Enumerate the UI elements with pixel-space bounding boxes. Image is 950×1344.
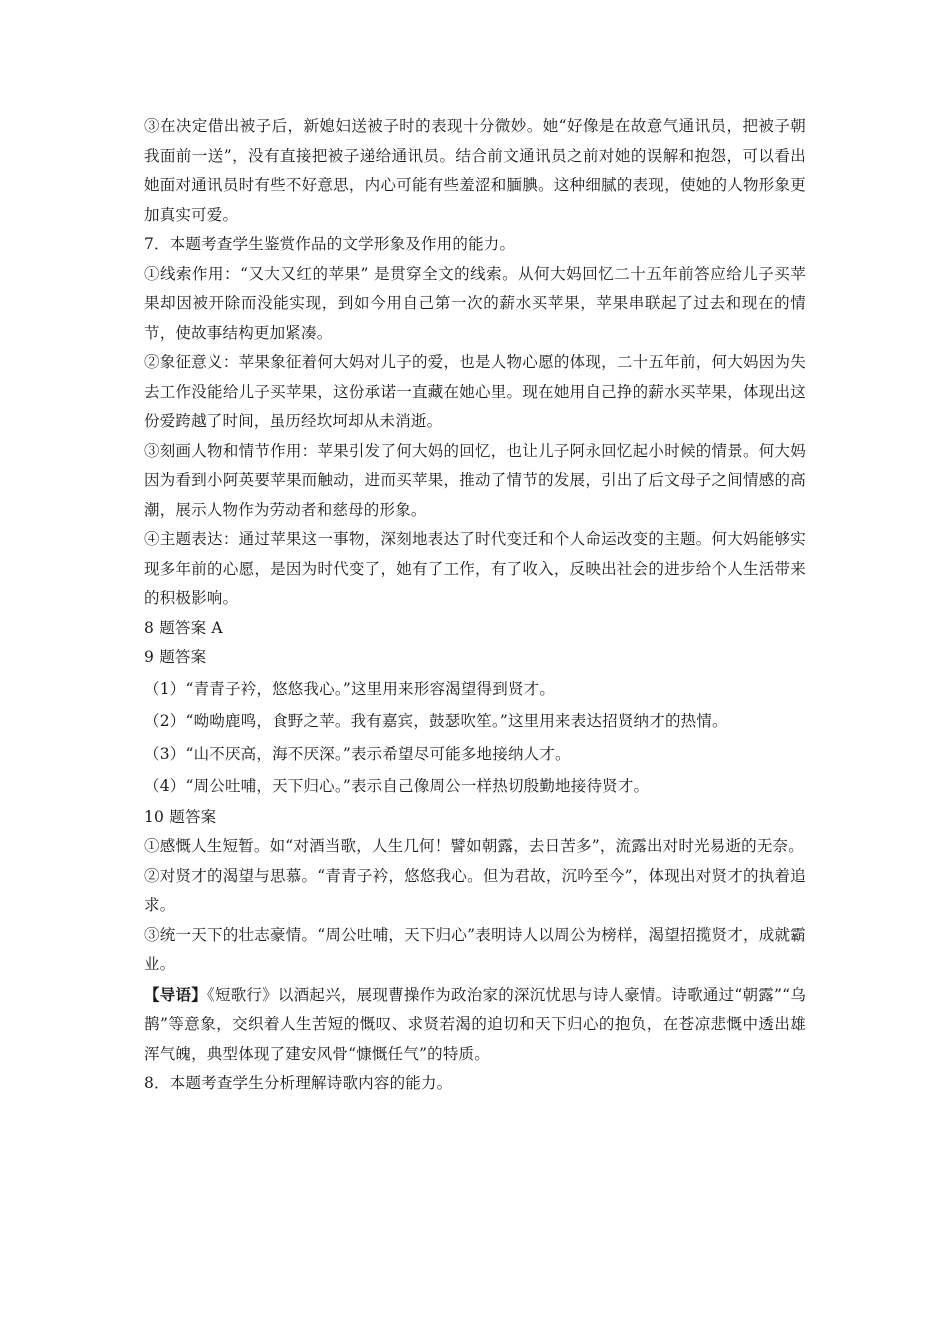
answer-10-item: ①感慨人生短暂。如“对酒当歌，人生几何！譬如朝露，去日苦多”，流露出对时光易逝的无奈。 [144, 837, 804, 855]
guide-paragraph [144, 980, 806, 1070]
answer-9-quotes [144, 673, 806, 803]
paragraph-theme: ④主题表达：通过苹果这一事物，深刻地表达了时代变迁和个人命运改变的主题。何大妈能够实现多年前的心愿，是因为时代变了，她有了工作，有了收入，反映出社会的进步给个人生活带来的积极影响。 [144, 530, 806, 607]
quote-item: （2）“呦呦鹿鸣，食野之苹。我有嘉宾，鼓瑟吹笙。”这里用来表达招贤纳才的热情。 [144, 712, 728, 730]
answer-8: 8 题答案 A [144, 618, 223, 637]
quote-item: （1）“青青子衿，悠悠我心。”这里用来形容渴望得到贤才。 [144, 679, 556, 698]
answer-10-item: ②对贤才的渴望与思慕。“青青子衿，悠悠我心。但为君故，沉吟至今”，体现出对贤才的执着追求。 [144, 866, 806, 914]
answer-10-heading: 10 题答案 [144, 807, 217, 826]
answer-9-heading: 9 题答案 [144, 648, 207, 666]
quote-item: （3）“山不厌高，海不厌深。”表示希望尽可能多地接纳人才。 [144, 744, 571, 763]
answer-10-item: ③统一天下的壮志豪情。“周公吐哺，天下归心”表明诗人以周公为榜样，渴望招揽贤才，成就霸业。 [144, 925, 806, 973]
question-7-heading: 7．本题考查学生鉴赏作品的文学形象及作用的能力。 [144, 235, 516, 253]
guide-text: 《短歌行》以酒起兴，展现曹操作为政治家的深沉忧思与诗人豪情。诗歌通过“朝露”“乌鹊”等意象，交织着人生苦短的慨叹、求贤若渴的迫切和天下归心的抱负，在苍凉悲慨中透出雄浑气魄，典型体现了建安风骨“慷慨任气”的特质。 [144, 985, 806, 1063]
document-page [144, 112, 806, 1099]
quote-item: （4）“周公吐哺，天下归心。”表示自己像周公一样热切殷勤地接待贤才。 [144, 777, 650, 795]
paragraph-clue-function: ①线索作用：“又大又红的苹果” 是贯穿全文的线索。从何大妈回忆二十五年前答应给儿子买苹果却因被开除而没能实现，到如今用自己第一次的薪水买苹果，苹果串联起了过去和现在的情节，使故事结构更加紧凑。 [144, 264, 806, 342]
guide-label: 【导语】 [144, 984, 207, 1004]
closing-question-8: 8．本题考查学生分析理解诗歌内容的能力。 [144, 1074, 453, 1092]
paragraph-3-bride-analysis: ③在决定借出被子后，新媳妇送被子时的表现十分微妙。她“好像是在故意气通讯员，把被子朝我面前一送”，没有直接把被子递给通讯员。结合前文通讯员之前对她的误解和抱怨，可以看出她面对通讯员时有些不好意思，内心可能有些羞涩和腼腆。这种细腻的表现，使她的人物形象更加真实可爱。 [144, 117, 806, 224]
paragraph-character-plot: ③刻画人物和情节作用：苹果引发了何大妈的回忆，也让儿子阿永回忆起小时候的情景。何大妈因为看到小阿英要苹果而触动，进而买苹果，推动了情节的发展，引出了后文母子之间情感的高潮，展示人物作为劳动者和慈母的形象。 [144, 441, 806, 519]
paragraph-symbolic-meaning: ②象征意义：苹果象征着何大妈对儿子的爱，也是人物心愿的体现，二十五年前，何大妈因为失去工作没能给儿子买苹果，这份承诺一直藏在她心里。现在她用自己挣的薪水买苹果，体现出这份爱跨越了时间，虽历经坎坷却从未消逝。 [144, 353, 806, 430]
